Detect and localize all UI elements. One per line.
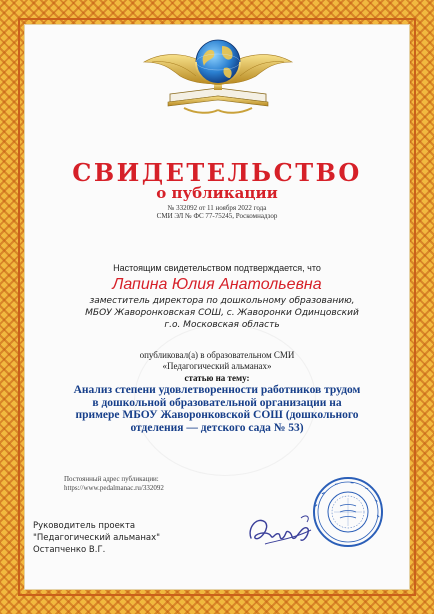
certificate-subtitle: о публикации <box>156 184 278 202</box>
registry-line: СМИ ЭЛ № ФС 77-75245, Роскомнадзор <box>156 212 278 220</box>
confirm-text: Настоящим свидетельством подтверждается, что <box>113 263 321 273</box>
signer-role: Руководитель проекта <box>33 521 136 531</box>
published-in <box>0 350 434 372</box>
globe-book-laurel-emblem-icon <box>140 32 296 118</box>
signer-name: Остапченко В.Г. <box>33 545 106 555</box>
certificate-title: СВИДЕТЕЛЬСТВО <box>72 158 362 187</box>
address-label: Постоянный адрес публикации: <box>64 475 159 483</box>
published-line-1: опубликовал(а) в образовательном СМИ <box>139 350 295 360</box>
handwritten-signature-icon <box>245 508 317 552</box>
recipient-name: Лапина Юлия Анатольевна <box>112 276 322 293</box>
recipient-position: заместитель директора по дошкольному образованию, МБОУ Жаворонковская СОШ, с. Жаворонки Одинцовский г.о. Московская область <box>85 296 359 330</box>
publication-url[interactable]: https://www.pedalmanac.ru/332092 <box>64 484 164 492</box>
round-blue-seal-icon <box>312 476 384 548</box>
published-line-2: «Педагогический альманах» <box>162 361 272 371</box>
article-label: статью на тему: <box>184 373 250 383</box>
signer-project: "Педагогический альманах" <box>33 533 161 543</box>
article-title: Анализ степени удовлетворенности работников трудом в дошкольной образовательной организации на примере МБОУ Жаворонковской СОШ (дошкольного отделения — детского сада № 53) <box>73 384 361 434</box>
certificate-number: № 332092 от 11 ноября 2022 года <box>167 204 267 212</box>
